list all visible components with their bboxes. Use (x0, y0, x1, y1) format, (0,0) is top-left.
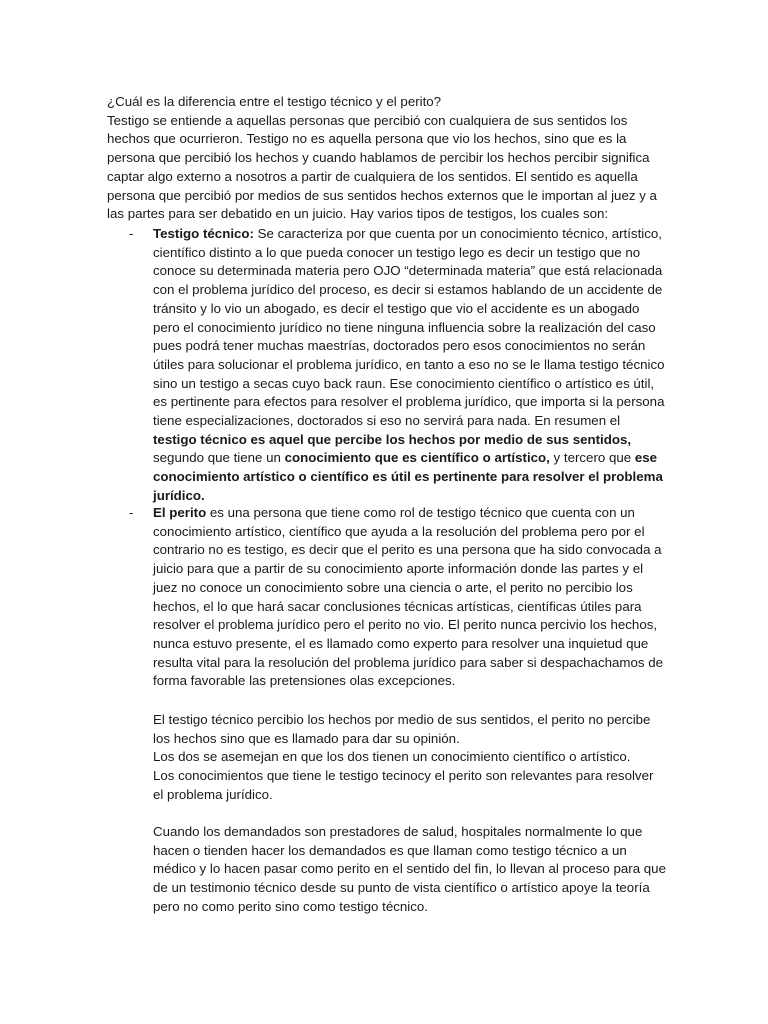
testigo-tecnico-bold-2: conocimiento que es científico o artístico, (284, 450, 550, 466)
bullet-dash: - (129, 226, 134, 241)
final-block (153, 823, 667, 917)
question-heading: ¿Cuál es la diferencia entre el testigo técnico y el perito? (107, 94, 442, 109)
testigo-tecnico-text-2: segundo que tiene un (153, 450, 285, 466)
final-paragraph: Cuando los demandados son prestadores de salud, hospitales normalmente lo que hacen o tienden hacer los demandados es que llaman como testigo técnico a un médico y lo hacen pasar como perito en el sentido del fin, lo llevan al proceso para que de un testimonio técnico desde su punto de vista científico o artístico apoye la teoría pero no como perito sino como testigo técnico. (153, 824, 666, 914)
conclusions-block (153, 711, 667, 805)
bullet-dash: - (129, 505, 134, 520)
intro-paragraph: Testigo se entiende a aquellas personas que percibió con cualquiera de sus sentidos los hechos que ocurrieron. Testigo no es aquella persona que vio los hechos, sino que es la persona que percibió los hechos y cuando hablamos de percibir los hechos percibir significa captar algo externo a nosotros a partir de cualquiera de los sentidos. El sentido es aquella persona que percibió por medios de sus sentidos hechos externos que le importan al juez y a las partes para ser debatido en un juicio. Hay varios tipos de testigos, los cuales son: (107, 112, 657, 222)
intro-section (107, 93, 667, 224)
witness-types-list (107, 225, 667, 506)
conclusion-line: Los conocimientos que tiene le testigo tecinocy el perito son relevantes para resolver el problema jurídico. (153, 768, 654, 802)
testigo-tecnico-bold-1: testigo técnico es aquel que percibe los hechos por medio de sus sentidos, (153, 431, 632, 447)
testigo-tecnico-text-3: y tercero que (549, 450, 635, 466)
perito-list (107, 504, 667, 691)
conclusion-line: El testigo técnico percibio los hechos por medio de sus sentidos, el perito no percibe los hechos sino que es llamado para dar su opinión. (153, 712, 651, 746)
conclusion-line: Los dos se asemejan en que los dos tienen un conocimiento científico o artístico. (153, 749, 631, 765)
testigo-tecnico-label: Testigo técnico: (153, 226, 254, 241)
testigo-tecnico-bold-3: ese conocimiento artístico o científico es útil es pertinente para resolver el problema jurídico. (153, 450, 663, 503)
list-item-perito (107, 504, 667, 691)
testigo-tecnico-text-1: Se caracteriza por que cuenta por un conocimiento técnico, artístico, científico distinto a lo que pueda conocer un testigo lego es decir un testigo que no conoce su determinada materia pero OJO “determinada materia” que está relacionada con el problema jurídico del proceso, es decir si estamos hablando de un accidente de tránsito y lo vio un abogado, es decir el testigo que vio el accidente es un abogado pero el conocimiento jurídico no tiene ninguna influencia sobre la realización del caso pues podrá tener muchas maestrías, doctorados pero esos conocimientos no serán útiles para solucionar el problema jurídico, en tanto a eso no se le llama testigo técnico sino un testigo a secas cuyo back raun. Ese conocimiento científico o artístico es útil, es pertinente para efectos para resolver el problema jurídico, que importa si la persona tiene especializaciones, doctorados si eso no servirá para nada. En resumen el (153, 226, 665, 429)
list-item-testigo-tecnico (107, 225, 667, 506)
perito-label: El perito (153, 505, 207, 520)
perito-text: es una persona que tiene como rol de testigo técnico que cuenta con un conocimiento artístico, científico que ayuda a la resolución del problema pero por el contrario no es testigo, es decir que el perito es una persona que ha sido convocada a juicio para que a partir de su conocimiento aporte información donde las partes y el juez no conoce un conocimiento sobre una ciencia o arte, el perito no percibio los hechos, el lo que hará sacar conclusiones técnicas artísticas, científicas útiles para resolver el problema jurídico pero el perito no vio. El perito nunca percivio los hechos, nunca estuvo presente, el es llamado como experto para resolver una inquietud que resulta vital para la resolución del problema jurídico para saber si despachachamos de forma favorable las pretensiones olas excepciones. (153, 505, 663, 689)
